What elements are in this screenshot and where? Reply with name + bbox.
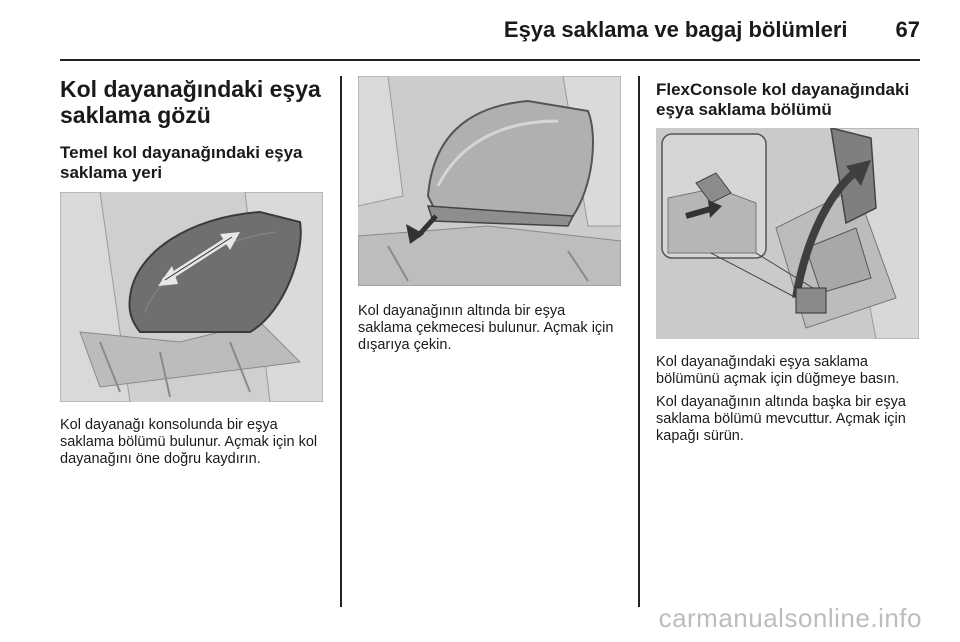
column-1 [60,76,328,183]
watermark: carmanualsonline.info [658,603,922,633]
section-heading: Kol dayanağındaki eşya saklama gözü [60,76,321,128]
figure-armrest-console [60,192,323,402]
col1-paragraph: Kol dayanağı konsolunda bir eşya saklama bölümü bulunur. Açmak için kol dayanağını öne doğru kaydırın. [60,417,318,467]
col2-paragraph: Kol dayanağının altında bir eşya saklama çekmecesi bulunur. Açmak için dışarıya çekin. [358,303,614,353]
sub-heading: Temel kol dayanağındaki eşya saklama yeri [60,143,303,182]
header-rule [60,59,920,61]
figure-armrest-drawer [358,76,621,286]
header-title: Eşya saklama ve bagaj bölümleri [503,17,848,42]
flexconsole-heading: FlexConsole kol dayanağındaki eşya saklama bölümü [656,80,910,119]
column-divider-left [340,76,342,607]
page-number: 67 [895,17,920,42]
col3-paragraph-1: Kol dayanağındaki eşya saklama bölümünü açmak için düğmeye basın. [656,354,900,387]
armrest-slide-illustration [60,192,323,402]
figure-flexconsole [656,128,919,339]
drawer-pull-illustration [358,76,621,286]
col3-paragraph-2: Kol dayanağının altında başka bir eşya saklama bölümü mevcuttur. Açmak için kapağı sürün. [656,394,906,444]
page-header [504,14,920,46]
column-divider-right [638,76,640,607]
flexconsole-illustration [656,128,919,339]
